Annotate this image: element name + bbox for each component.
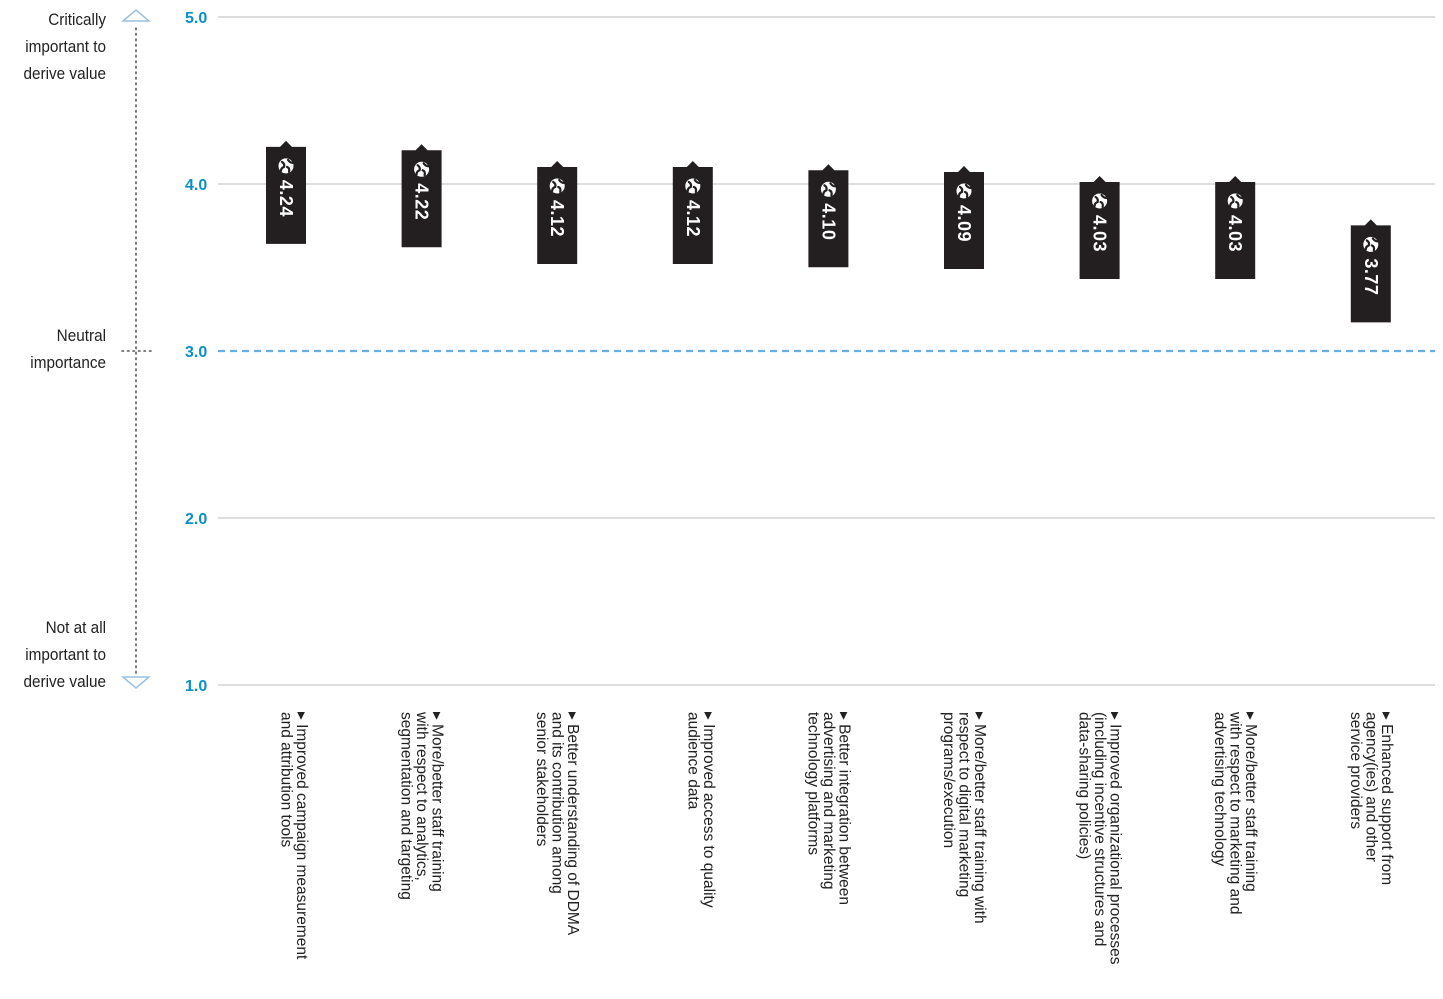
y-tick-label: 1.0 bbox=[185, 678, 208, 695]
category-label: ▸ Improved campaign measurement bbox=[293, 712, 310, 960]
category-label: ▸ More/better staff training bbox=[428, 712, 446, 892]
y-tick-label: 5.0 bbox=[185, 10, 208, 27]
scale-label-critical: Critically important to derive value bbox=[23, 10, 106, 83]
category-label: segmentation and targeting bbox=[397, 712, 415, 900]
scale-label-not-important: Not at all important to derive value bbox=[23, 618, 106, 691]
category-label: agency(ies) and other bbox=[1362, 712, 1380, 862]
value-label: 4.09 bbox=[954, 204, 974, 243]
value-label: 3.77 bbox=[1360, 258, 1381, 296]
category-label: ▸ Better integration between bbox=[835, 712, 853, 906]
value-label: 4.03 bbox=[1089, 214, 1110, 253]
category-label: ▸ Improved access to quality bbox=[699, 712, 717, 908]
category-label: advertising and marketing bbox=[819, 712, 837, 890]
y-tick-label: 4.0 bbox=[185, 177, 208, 194]
category-label: advertising technology bbox=[1211, 712, 1229, 867]
category-label: and attribution tools bbox=[277, 712, 295, 848]
category-label: ▸ Enhanced support from bbox=[1377, 712, 1395, 886]
category-label: audience data bbox=[684, 712, 702, 810]
value-label: 4.22 bbox=[411, 183, 432, 221]
category-label: service providers bbox=[1346, 712, 1364, 830]
arrow-up-icon bbox=[123, 10, 149, 21]
scale-label-neutral: Neutral importance bbox=[30, 326, 106, 372]
value-label: 4.10 bbox=[818, 203, 839, 241]
category-label: programs/execution bbox=[940, 712, 957, 849]
category-label: ▸ More/better staff training with bbox=[971, 712, 988, 924]
arrow-down-icon bbox=[123, 677, 149, 688]
category-label: respect to digital marketing bbox=[955, 712, 973, 898]
category-label: ▸ Better understanding of DDMA bbox=[564, 712, 582, 936]
value-label: 4.03 bbox=[1225, 214, 1246, 253]
category-label: technology platforms bbox=[804, 712, 822, 856]
category-label: with respect to analytics, bbox=[413, 712, 431, 881]
category-label: and its contribution among bbox=[548, 712, 566, 894]
category-label: ▸ Improved organizational processes bbox=[1106, 712, 1124, 965]
category-label: ▸ More/better staff training bbox=[1242, 712, 1260, 892]
value-label: 4.12 bbox=[682, 199, 703, 238]
value-label: 4.12 bbox=[547, 199, 568, 238]
category-label: (including incentive structures and bbox=[1091, 712, 1109, 947]
category-label: data-sharing policies) bbox=[1075, 712, 1093, 860]
category-label: senior stakeholders bbox=[533, 712, 551, 847]
category-label: with respect to marketing and bbox=[1226, 712, 1244, 915]
value-label: 4.24 bbox=[276, 179, 296, 217]
y-tick-label: 3.0 bbox=[185, 344, 208, 361]
y-tick-label: 2.0 bbox=[185, 511, 208, 528]
